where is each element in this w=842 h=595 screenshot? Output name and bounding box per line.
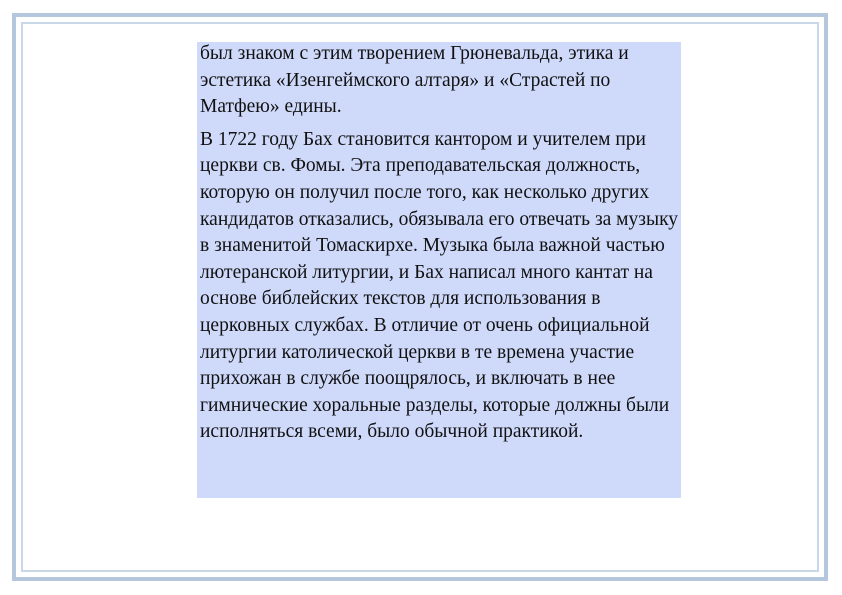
paragraph-2: В 1722 году Бах становится кантором и учителем при церкви св. Фомы. Эта преподавательская должность, которую он получил после того, как несколько других кандидатов отказались, обязывала его отвечать за музыку в знаменитой Томаскирхе. Музыка была важной частью лютеранской литургии, и Бах написал много кантат на основе библейских текстов для использования в церковных службах. В отличие от очень официальной литургии католической церкви в те времена участие прихожан в службе поощрялось, и включать в нее гимнические хоральные разделы, которые должны были исполняться всеми, было обычной практикой. bbox=[200, 128, 679, 443]
paragraph-1: был знаком с этим творением Грюневальда, этика и эстетика «Изенгеймского алтаря» и «Страстей по Матфею» едины. bbox=[200, 43, 629, 118]
text-block bbox=[197, 42, 681, 498]
